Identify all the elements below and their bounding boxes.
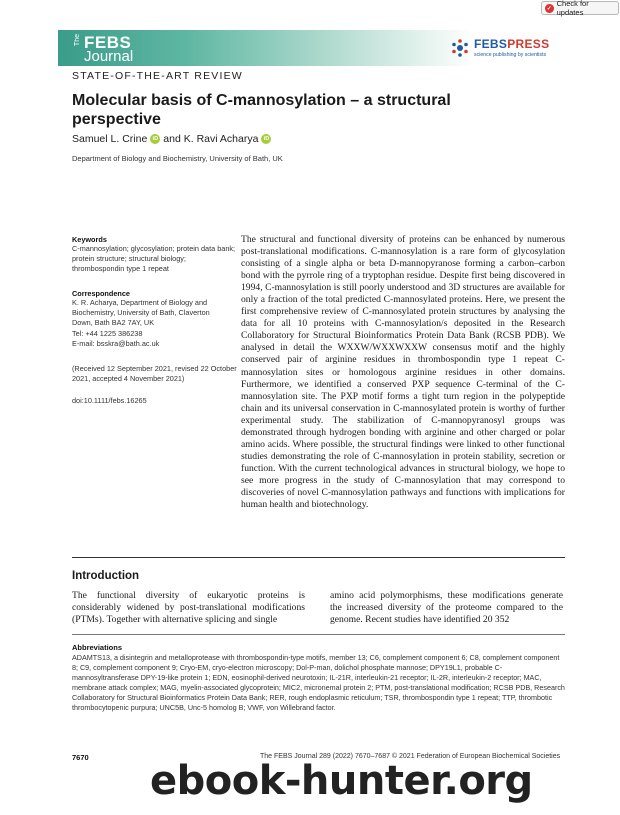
journal-citation: The FEBS Journal 289 (2022) 7670–7687 © 2021 Federation of European Biochemical Societies: [260, 753, 561, 760]
received-dates: (Received 12 September 2021, revised 22 October 2021, accepted 4 November 2021): [72, 364, 237, 384]
article-type: STATE-OF-THE-ART REVIEW: [72, 70, 243, 82]
correspondence-email[interactable]: E-mail: bsskra@bath.ac.uk: [72, 338, 160, 348]
febs-press-dots-icon: [450, 38, 470, 58]
correspondence-heading: Correspondence: [72, 289, 130, 298]
footnote-divider: [72, 634, 565, 635]
doi-link[interactable]: doi:10.1111/febs.16265: [72, 396, 147, 405]
watermark: ebook-hunter.org: [150, 758, 533, 804]
correspondence-line: K. R. Acharya, Department of Biology and: [72, 298, 208, 307]
orcid-icon[interactable]: iD: [261, 134, 271, 144]
correspondence-line: Biochemistry, University of Bath, Claverton: [72, 308, 210, 318]
check-for-updates-label: Check for updates: [556, 0, 589, 17]
febs-press-logo: FEBSPRESS science publishing by scientists: [450, 36, 580, 62]
page-number: 7670: [72, 753, 89, 762]
correspondence-line: Down, Bath BA2 7AY, UK: [72, 318, 155, 328]
introduction-column-left: The functional diversity of eukaryotic proteins is considerably widened by post-translational modifications (PTMs). Together with alternative splicing and single: [72, 590, 305, 626]
article-title: Molecular basis of C-mannosylation – a structural perspective: [72, 92, 451, 128]
abbreviations-heading: Abbreviations: [72, 643, 123, 652]
update-icon: ✓: [546, 5, 552, 12]
abstract: The structural and functional diversity of proteins can be enhanced by numerous post-translational modifications. C-mannosylation is a rare form of glycosylation consisting of a single alpha or beta D-mannopyranose forming a carbon–carbon bond with the pyrrole ring of a tryptophan residue. Despite first being discovered in 1994, C-mannosylation is still poorly understood and 3D structures are available for only a fraction of the total predicted C-mannosylated proteins. Here, we present the first comprehensive review of C-mannosylated protein structures by analysing the data for all 10 proteins with C-mannosylation/s deposited in the Research Collaboratory for Structural Bioinformatics Protein Data Bank (RCSB PDB). We analysed in detail the WXXW/WXXWXXW consensus motif and the highly conserved pair of arginine residues in thrombospondin type 1 repeat C-mannosylation sites or homologous arginine residues in other domains. Furthermore, we identified a conserved PXP sequence C-terminal of the C-mannosylation site. The PXP motif forms a tight turn region in the polypeptide chain and its universal conservation in C-mannosylated protein is worthy of further experimental study. The stabilization of C-mannopyranosyl groups was demonstrated through hydrogen bonding with arginine and other charged or polar amino acids. Where possible, the structural findings were linked to other functional studies demonstrating the role of C-mannosylation in protein stability, secretion or function. With the current technological advances in structural biology, we hope to see more progress in the study of C-mannosylation that may correspond to discoveries of novel C-mannosylation pathways and functions with implications for human health and biotechnology.: [241, 234, 565, 511]
journal-logo: The FEBS Journal: [74, 33, 134, 65]
keywords-heading: Keywords: [72, 235, 107, 244]
section-divider: [72, 557, 565, 558]
correspondence-line: Tel: +44 1225 386238: [72, 328, 143, 338]
abbreviations-text: ADAMTS13, a disintegrin and metalloprotease with thrombospondin-type motifs, member 13; C6, complement component 6; C8, complement component 8; C9, complement component 9; Cryo-EM, cryo-electron microscopy; Dol-P-man, dolichol phosphate mannose; DPY19L1, probable C-mannosyltransferase DPY-19-like protein 1; EDN, eosinophil-derived neurotoxin; IL-21R, interleukin-21 receptor; IL-2R, interleukin-2 receptor; MAC, membrane attack complex; MAG, myelin-associated glycoprotein; MIC2, micronemal protein 2; PTM, post-translational modification; RCSB PDB, Research Collaboratory for Structural Bioinformatics Protein Data Bank; RER, rough endoplasmic reticulum; TSR, thrombospondin type 1 repeat; TTP, thrombotic thrombocytopenic purpura; UNC5B, Unc-5 homolog B; VWF, von Willebrand factor.: [72, 653, 565, 713]
introduction-heading: Introduction: [72, 570, 140, 582]
author-name: and K. Ravi Acharya: [163, 133, 259, 145]
affiliation: Department of Biology and Biochemistry, University of Bath, UK: [72, 154, 283, 163]
correspondence-block: [72, 298, 240, 349]
orcid-icon[interactable]: iD: [150, 134, 160, 144]
introduction-column-right: amino acid polymorphisms, these modifications generate the increased diversity of the proteome compared to the genome. Recent studies have identified 20 352: [330, 590, 563, 626]
keywords-text: C-mannosylation; glycosylation; protein data bank; protein structure; structural biology; thrombospondin type 1 repeat: [72, 244, 236, 274]
author-name: Samuel L. Crine: [72, 133, 148, 145]
author-list: [72, 133, 271, 145]
check-for-updates-button[interactable]: [541, 1, 619, 15]
